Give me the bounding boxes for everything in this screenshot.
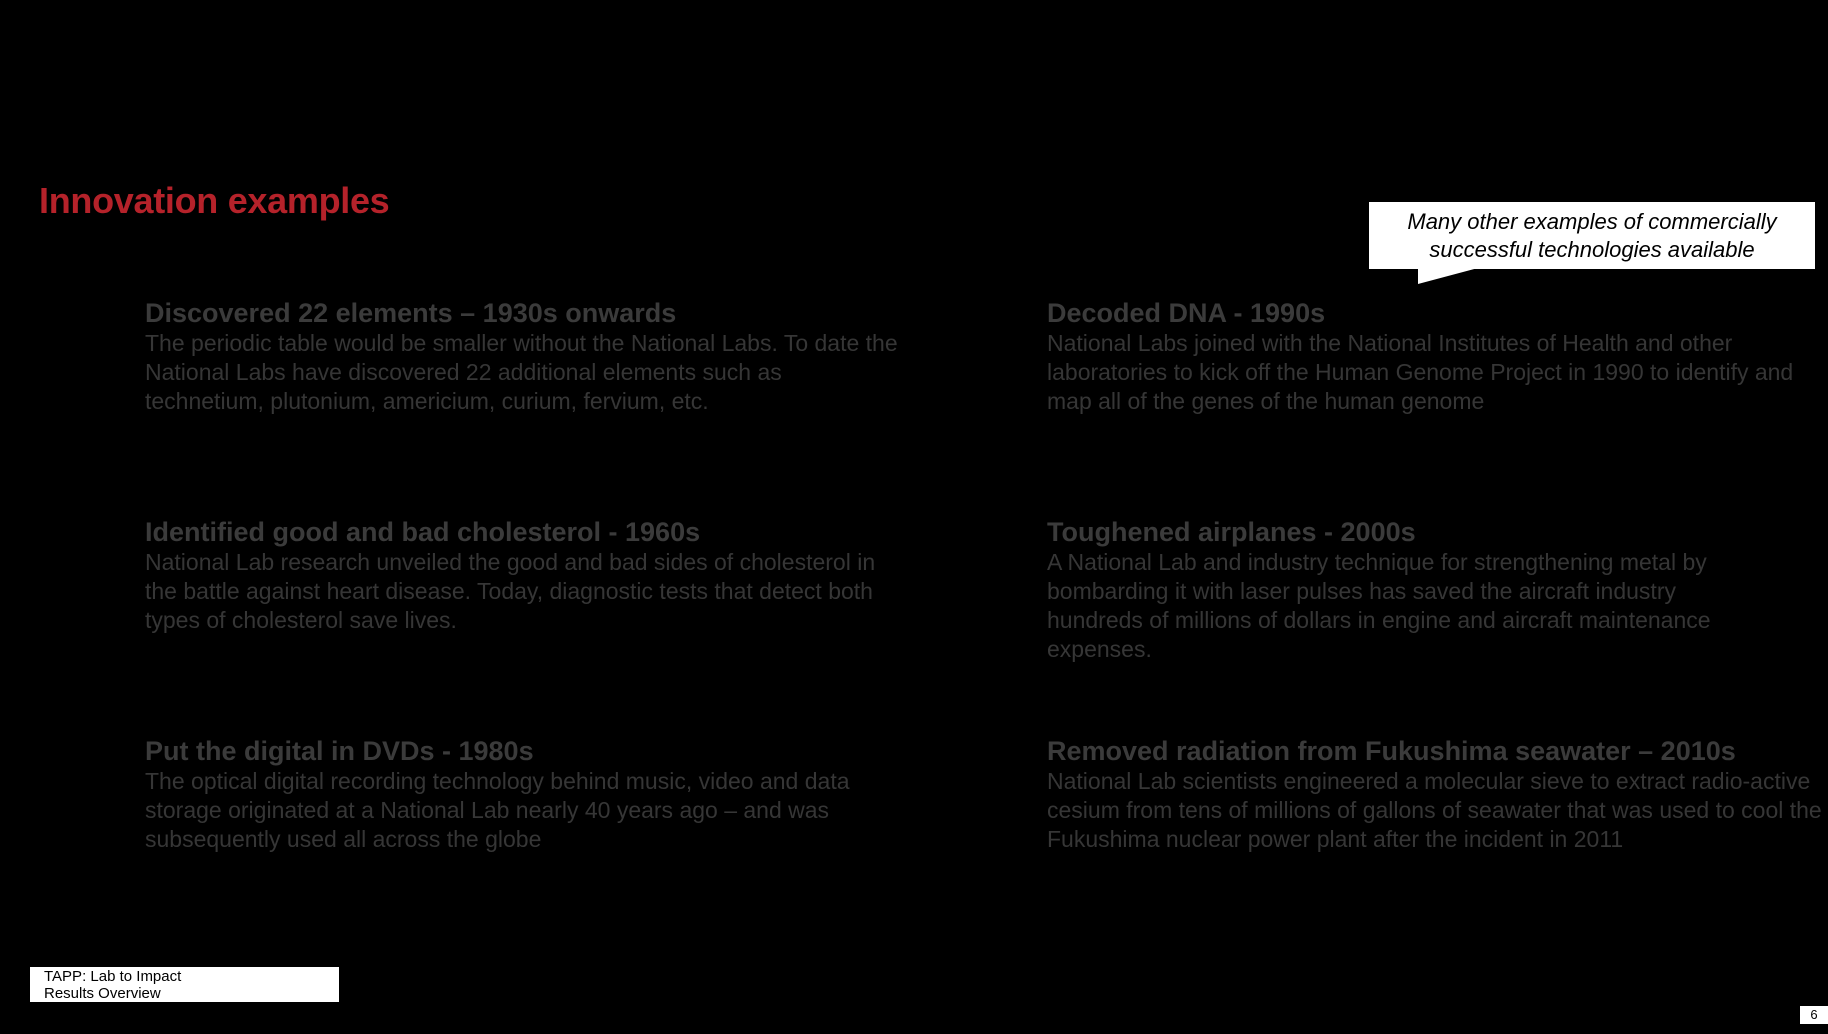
- item-heading: Identified good and bad cholesterol - 1960s: [145, 517, 701, 547]
- item-heading: Discovered 22 elements – 1930s onwards: [145, 298, 677, 328]
- page-number: 6: [1800, 1006, 1828, 1024]
- item-body: National Lab research unveiled the good and bad sides of cholesterol in the battle against heart disease. Today, diagnostic tests that detect both types of cholesterol save lives.: [145, 549, 876, 633]
- innovation-item-airplanes: [1047, 516, 1767, 664]
- slide-title: Innovation examples: [39, 180, 390, 221]
- item-body: The periodic table would be smaller without the National Labs. To date the National Labs have discovered 22 additional elements such as technetium, plutonium, americium, curium, fervium, etc.: [145, 330, 898, 414]
- item-body: National Labs joined with the National Institutes of Health and other laboratories to kick off the Human Genome Project in 1990 to identify and map all of the genes of the human genome: [1047, 330, 1794, 414]
- item-heading: Toughened airplanes - 2000s: [1047, 517, 1416, 547]
- item-body: A National Lab and industry technique for strengthening metal by bombarding it with laser pulses has saved the aircraft industry hundreds of millions of dollars in engine and aircraft maintenance expenses.: [1047, 549, 1711, 662]
- item-heading: Put the digital in DVDs - 1980s: [145, 736, 534, 766]
- callout-tail: [1418, 268, 1478, 286]
- innovation-item-cholesterol: [145, 516, 905, 635]
- callout-bubble: Many other examples of commercially successful technologies available: [1369, 202, 1815, 269]
- footer-line-2: Results Overview: [44, 985, 161, 1002]
- item-body: National Lab scientists engineered a molecular sieve to extract radio-active cesium from tens of millions of gallons of seawater that was used to cool the Fukushima nuclear power plant after the incident in 2011: [1047, 768, 1822, 852]
- footer-line-1: TAPP: Lab to Impact: [44, 968, 182, 985]
- innovation-item-elements: [145, 297, 905, 416]
- innovation-item-dvds: [145, 735, 905, 854]
- innovation-item-fukushima: [1047, 735, 1822, 854]
- item-body: The optical digital recording technology behind music, video and data storage originated at a National Lab nearly 40 years ago – and was subsequently used all across the globe: [145, 768, 850, 852]
- innovation-item-dna: [1047, 297, 1817, 416]
- footer-label: [30, 967, 339, 1002]
- item-heading: Removed radiation from Fukushima seawater – 2010s: [1047, 736, 1736, 766]
- item-heading: Decoded DNA - 1990s: [1047, 298, 1326, 328]
